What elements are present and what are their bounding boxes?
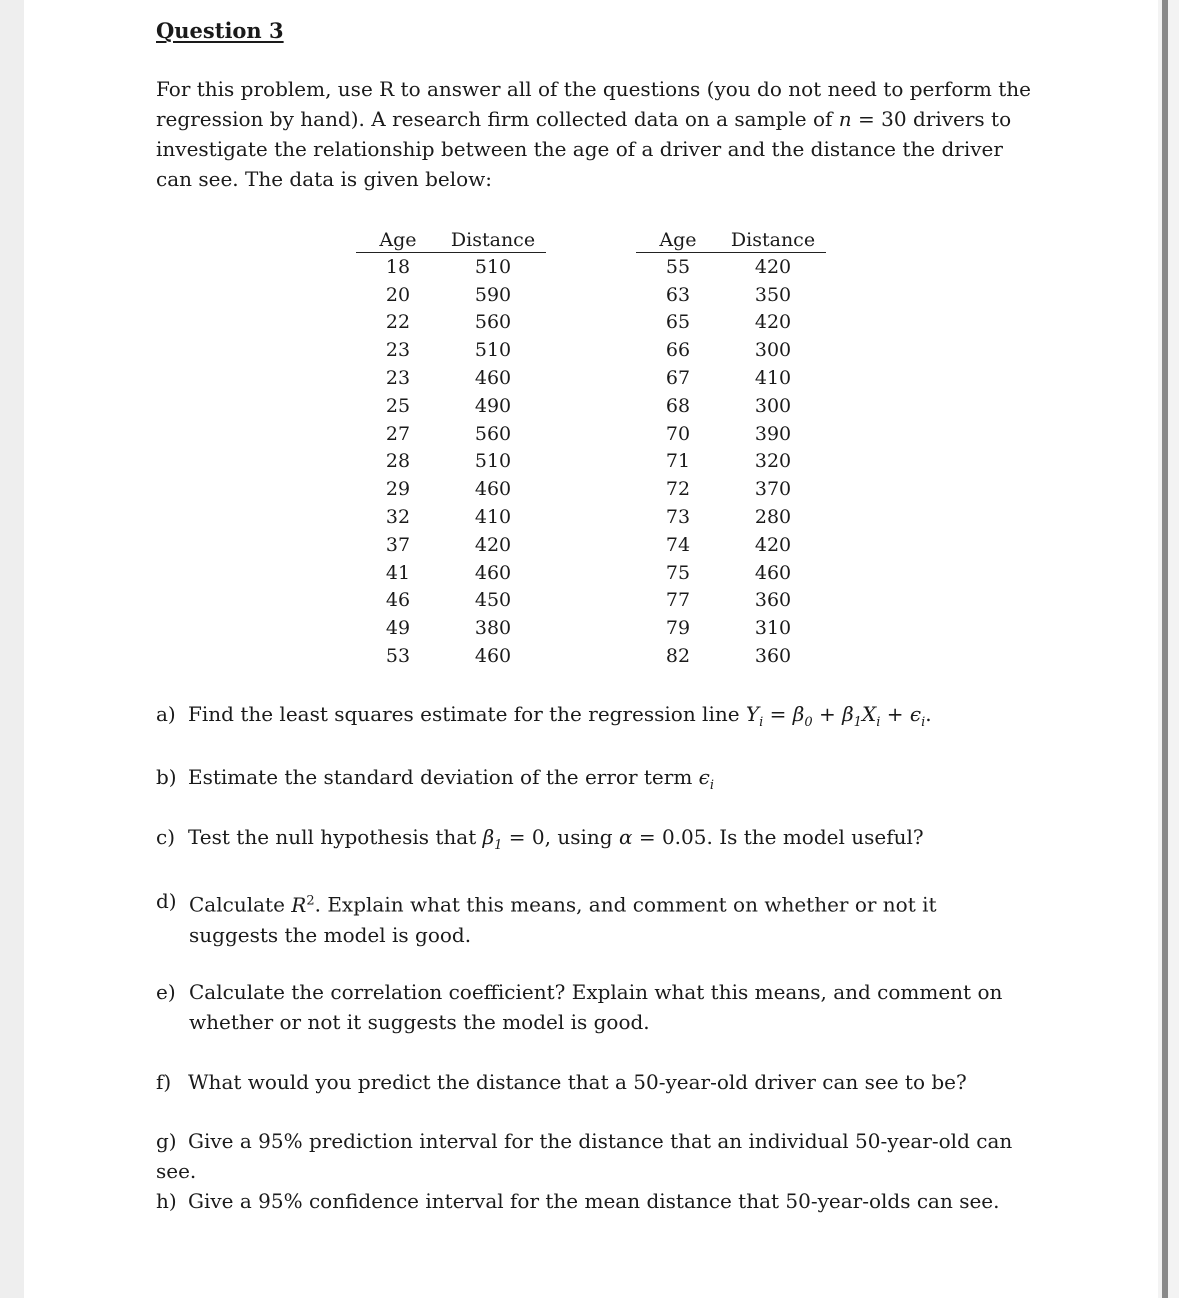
age-cell: 20 [385,283,411,306]
table-row [636,336,826,364]
distance-cell: 410 [474,506,512,529]
table-row [636,420,826,448]
age-cell: 23 [385,339,411,362]
distance-cell: 490 [474,394,512,417]
table-row [356,531,546,559]
question-c: c) Test the null hypothesis that $\beta_1 = 0$, using α = 0.05. Is the model useful? [156,825,924,853]
table-row [356,253,546,281]
distance-cell: 460 [474,478,512,501]
table-row [636,448,826,476]
age-cell: 65 [665,311,691,334]
question-title: Question 3 [156,18,284,43]
table-row [636,281,826,309]
age-cell: 37 [385,533,411,556]
table-row [636,364,826,392]
age-cell: 22 [385,311,411,334]
question-a: a) Find the least squares estimate for the regression line $Y_i = \beta_0 + \beta_1X_i + \epsilon_i$. [156,702,932,730]
table-row [356,281,546,309]
distance-cell: 420 [754,311,792,334]
table-row [636,614,826,642]
age-cell: 41 [385,561,411,584]
distance-cell: 420 [754,533,792,556]
distance-cell: 410 [754,367,792,390]
age-cell: 70 [665,422,691,445]
distance-cell: 510 [474,450,512,473]
age-cell: 75 [665,561,691,584]
age-cell: 71 [665,450,691,473]
distance-cell: 360 [754,645,792,668]
question-f: f) What would you predict the distance that a 50-year-old driver can see to be? [156,1070,967,1094]
age-cell: 68 [665,394,691,417]
distance-cell: 460 [754,561,792,584]
question-g: g) Give a 95% prediction interval for the distance that an individual 50-year-old can see. [156,1129,1013,1183]
distance-cell: 590 [474,283,512,306]
question-e: e) Calculate the correlation coefficient? Explain what this means, and comment on whether or not it suggests the model is good. [156,980,1003,1034]
age-cell: 79 [665,617,691,640]
age-cell: 63 [665,283,691,306]
table-row [636,587,826,615]
document-page [24,0,1158,1298]
table-row [356,503,546,531]
table-row [356,448,546,476]
table-row [356,559,546,587]
table-row [356,420,546,448]
distance-cell: 390 [754,422,792,445]
regression-equation: $Y_i = \beta_0 + \beta_1X_i + \epsilon_i$ [745,702,926,730]
question-d: d) Calculate $R^2$. Explain what this means, and comment on whether or not it suggests the model is good. [156,889,937,947]
data-table-left [356,227,546,670]
distance-cell: 280 [754,506,792,529]
age-cell: 23 [385,367,411,390]
distance-cell: 350 [754,283,792,306]
table-row [636,642,826,670]
age-cell: 73 [665,506,691,529]
age-header: Age [636,227,720,253]
age-cell: 25 [385,394,411,417]
table-row [356,475,546,503]
age-cell: 32 [385,506,411,529]
scrollbar[interactable] [1162,0,1168,1298]
age-cell: 82 [665,645,691,668]
distance-cell: 460 [474,561,512,584]
age-cell: 49 [385,617,411,640]
age-cell: 67 [665,367,691,390]
table-row [636,392,826,420]
distance-cell: 460 [474,367,512,390]
distance-cell: 460 [474,645,512,668]
distance-cell: 560 [474,311,512,334]
age-cell: 72 [665,478,691,501]
intro-paragraph: For this problem, use R to answer all of the questions (you do not need to perform the regression by hand). A research firm collected data on a sample of n = 30 drivers to investigate the relationship between the age of a driver and the distance the driver can see. The data is given below: [156,77,1031,191]
table-row [636,475,826,503]
question-b: b) Estimate the standard deviation of the error term $\epsilon_i$ [156,765,715,793]
age-cell: 55 [665,255,691,278]
question-h: h) Give a 95% confidence interval for the mean distance that 50-year-olds can see. [156,1189,1000,1213]
age-cell: 66 [665,339,691,362]
table-row [636,531,826,559]
distance-header: Distance [720,227,826,253]
data-table-right [636,227,826,670]
distance-cell: 560 [474,422,512,445]
table-row [356,309,546,337]
table-row [636,559,826,587]
age-cell: 74 [665,533,691,556]
table-row [636,503,826,531]
table-row [356,642,546,670]
table-row [636,309,826,337]
age-cell: 29 [385,478,411,501]
distance-cell: 300 [754,394,792,417]
distance-cell: 320 [754,450,792,473]
distance-header: Distance [440,227,546,253]
age-cell: 77 [665,589,691,612]
distance-cell: 360 [754,589,792,612]
table-row [636,253,826,281]
distance-cell: 450 [474,589,512,612]
distance-cell: 420 [754,255,792,278]
age-cell: 28 [385,450,411,473]
distance-cell: 510 [474,255,512,278]
table-row [356,587,546,615]
age-header: Age [356,227,440,253]
age-cell: 27 [385,422,411,445]
distance-cell: 420 [474,533,512,556]
distance-cell: 370 [754,478,792,501]
table-row [356,336,546,364]
distance-cell: 300 [754,339,792,362]
age-cell: 18 [385,255,411,278]
age-cell: 46 [385,589,411,612]
table-row [356,614,546,642]
table-row [356,364,546,392]
distance-cell: 510 [474,339,512,362]
table-row [356,392,546,420]
age-cell: 53 [385,645,411,668]
distance-cell: 380 [474,617,512,640]
distance-cell: 310 [754,617,792,640]
